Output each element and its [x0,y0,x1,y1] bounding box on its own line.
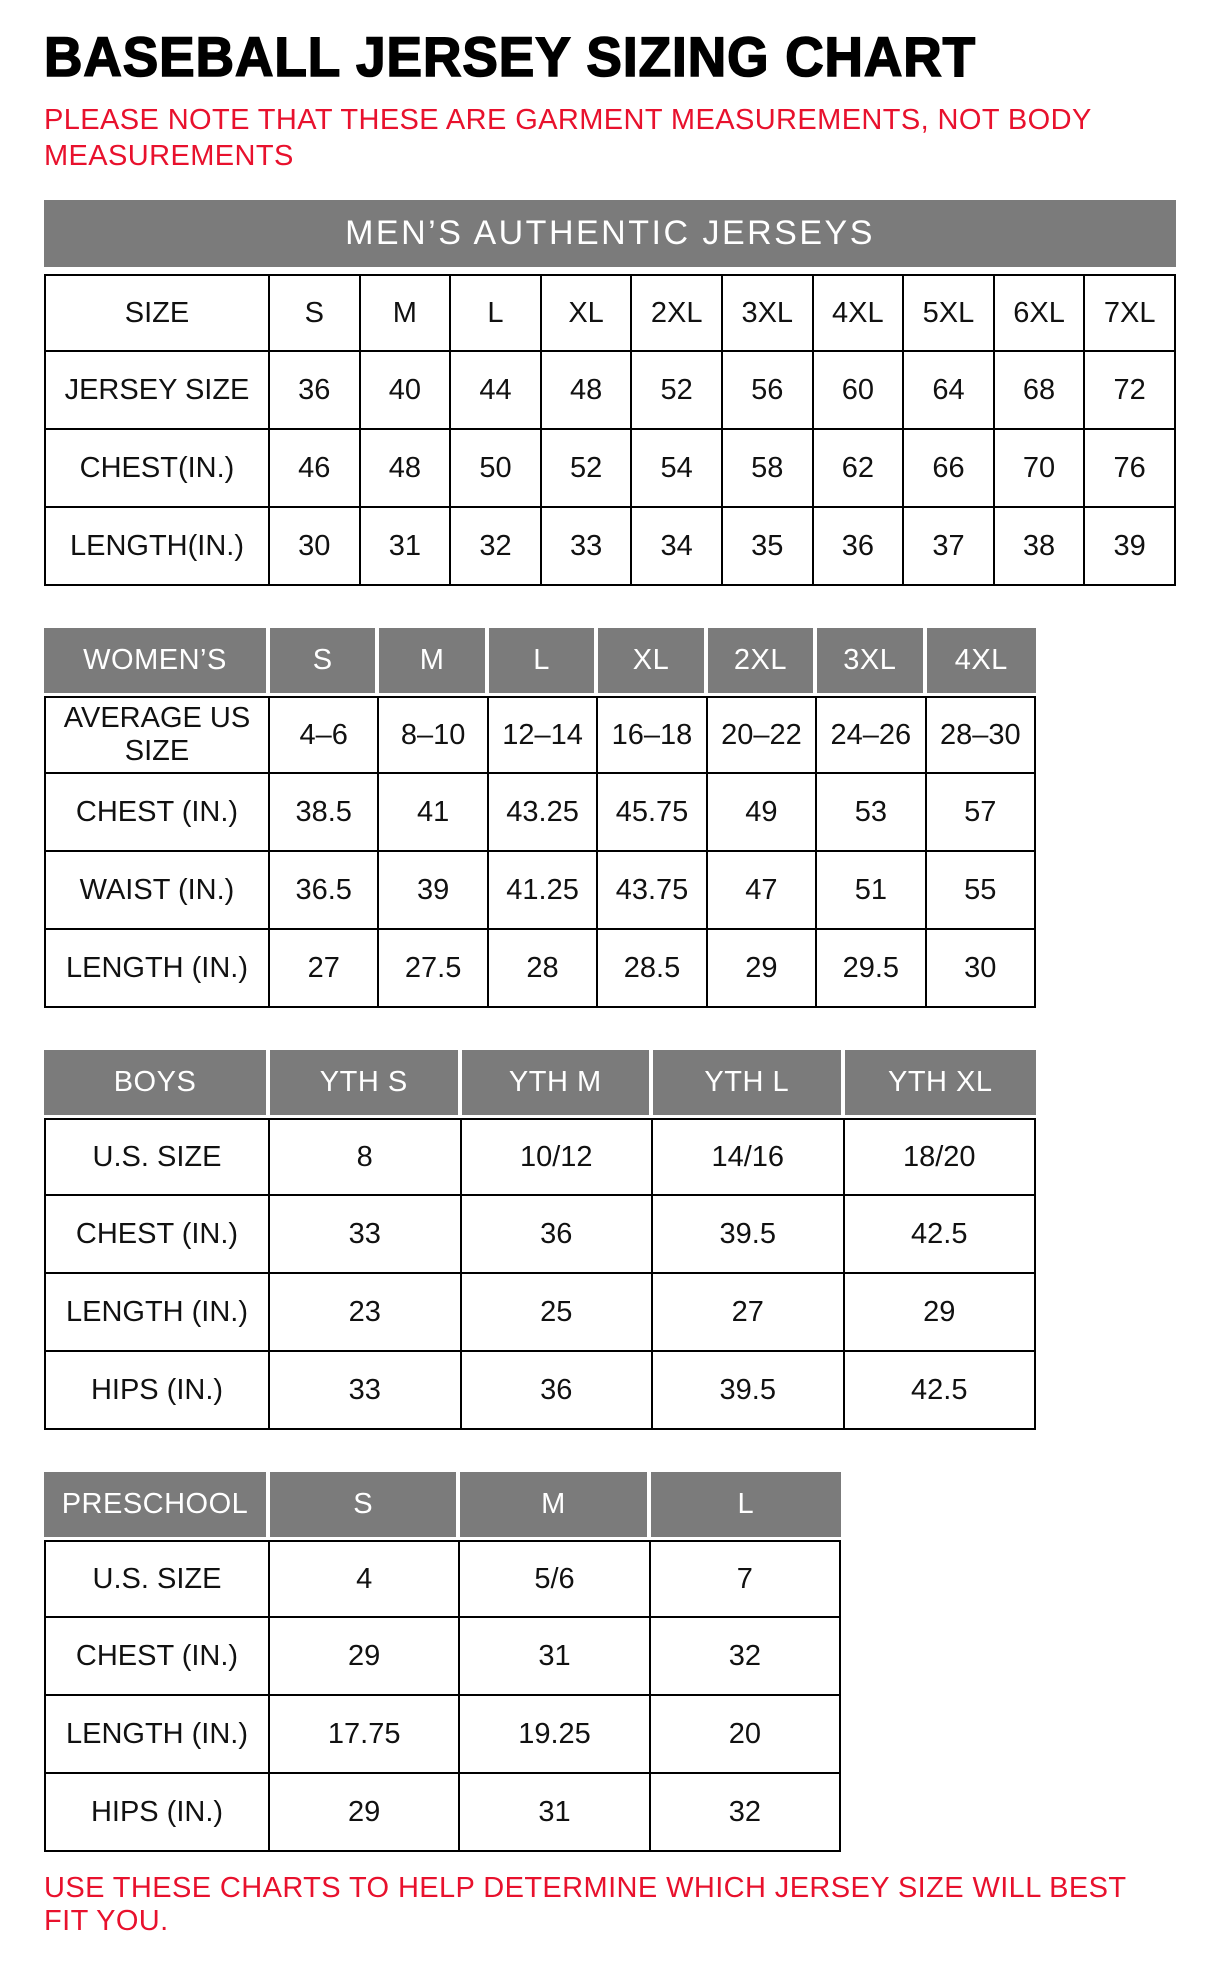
size-cell: 43.25 [489,774,598,852]
size-cell: 50 [451,430,542,508]
size-cell: 39.5 [653,1352,845,1430]
row-label: U.S. SIZE [44,1540,270,1618]
row-label: AVERAGE US SIZE [44,696,270,774]
size-cell: 25 [462,1274,654,1352]
size-cell: 5XL [904,274,995,352]
size-cell: L [451,274,542,352]
size-cell: 27 [270,930,379,1008]
size-cell: 60 [814,352,905,430]
size-cell: 53 [817,774,926,852]
size-cell: 36 [270,352,361,430]
size-cell: 19.25 [460,1696,650,1774]
table-title-cell: BOYS [44,1050,270,1118]
size-cell: 17.75 [270,1696,460,1774]
size-cell: 33 [270,1352,462,1430]
size-cell: 31 [460,1618,650,1696]
size-cell: 41 [379,774,488,852]
size-cell: 14/16 [653,1118,845,1196]
size-cell: 28–30 [927,696,1036,774]
row-label: SIZE [44,274,270,352]
size-cell: 70 [995,430,1086,508]
size-cell: XL [542,274,633,352]
column-header: YTH M [462,1050,654,1118]
size-cell: 30 [927,930,1036,1008]
size-cell: 48 [361,430,452,508]
column-header: XL [598,628,707,696]
size-cell: 34 [632,508,723,586]
size-cell: 36 [814,508,905,586]
size-cell: 28 [489,930,598,1008]
size-cell: 24–26 [817,696,926,774]
size-cell: 54 [632,430,723,508]
size-cell: 41.25 [489,852,598,930]
column-header: YTH XL [845,1050,1037,1118]
size-cell: 38.5 [270,774,379,852]
size-cell: 29 [270,1618,460,1696]
size-cell: 32 [651,1618,841,1696]
row-label: HIPS (IN.) [44,1774,270,1852]
size-cell: 8–10 [379,696,488,774]
size-cell: 68 [995,352,1086,430]
size-cell: 35 [723,508,814,586]
size-cell: 51 [817,852,926,930]
table-title-cell: WOMEN’S [44,628,270,696]
size-cell: 43.75 [598,852,707,930]
size-cell: 20–22 [708,696,817,774]
size-cell: 6XL [995,274,1086,352]
size-cell: 27 [653,1274,845,1352]
size-cell: 18/20 [845,1118,1037,1196]
size-cell: 5/6 [460,1540,650,1618]
size-cell: M [361,274,452,352]
tables-container [44,200,1176,1852]
size-cell: 39.5 [653,1196,845,1274]
size-cell: 62 [814,430,905,508]
column-header: M [379,628,488,696]
column-header: 2XL [708,628,817,696]
row-label: CHEST (IN.) [44,1196,270,1274]
table-title-cell: PRESCHOOL [44,1472,270,1540]
size-cell: 55 [927,852,1036,930]
row-label: LENGTH (IN.) [44,930,270,1008]
row-label: WAIST (IN.) [44,852,270,930]
size-cell: 7XL [1085,274,1176,352]
size-cell: 4XL [814,274,905,352]
footer-note: USE THESE CHARTS TO HELP DETERMINE WHICH JERSEY SIZE WILL BEST FIT YOU. [44,1872,1126,1938]
size-cell: 20 [651,1696,841,1774]
size-cell: 32 [651,1774,841,1852]
row-label: JERSEY SIZE [44,352,270,430]
size-cell: 4 [270,1540,460,1618]
size-cell: 38 [995,508,1086,586]
row-label: U.S. SIZE [44,1118,270,1196]
row-label: LENGTH (IN.) [44,1274,270,1352]
size-cell: 29 [270,1774,460,1852]
column-header: YTH S [270,1050,462,1118]
size-cell: 27.5 [379,930,488,1008]
size-table-preschool [44,1472,841,1852]
size-cell: 37 [904,508,995,586]
column-header: 4XL [927,628,1036,696]
row-label: LENGTH (IN.) [44,1696,270,1774]
garment-measurements-note: PLEASE NOTE THAT THESE ARE GARMENT MEASUREMENTS, NOT BODY MEASUREMENTS [44,103,1092,172]
size-cell: 52 [632,352,723,430]
size-cell: 76 [1085,430,1176,508]
size-cell: 2XL [632,274,723,352]
size-cell: 23 [270,1274,462,1352]
column-header: 3XL [817,628,926,696]
size-cell: 12–14 [489,696,598,774]
size-cell: 28.5 [598,930,707,1008]
size-cell: 29.5 [817,930,926,1008]
size-cell: 8 [270,1118,462,1196]
size-table-womens [44,628,1036,1008]
row-label: HIPS (IN.) [44,1352,270,1430]
size-cell: 31 [460,1774,650,1852]
size-cell: 40 [361,352,452,430]
size-cell: 31 [361,508,452,586]
row-label: CHEST(IN.) [44,430,270,508]
size-cell: 42.5 [845,1352,1037,1430]
size-cell: 33 [542,508,633,586]
column-header: L [489,628,598,696]
size-cell: S [270,274,361,352]
size-cell: 39 [379,852,488,930]
size-cell: 33 [270,1196,462,1274]
size-cell: 3XL [723,274,814,352]
size-cell: 56 [723,352,814,430]
size-cell: 4–6 [270,696,379,774]
size-table-boys [44,1050,1036,1430]
size-cell: 30 [270,508,361,586]
row-label: CHEST (IN.) [44,774,270,852]
size-cell: 42.5 [845,1196,1037,1274]
size-cell: 72 [1085,352,1176,430]
column-header: S [270,1472,460,1540]
size-cell: 46 [270,430,361,508]
row-label: CHEST (IN.) [44,1618,270,1696]
column-header: YTH L [653,1050,845,1118]
row-label: LENGTH(IN.) [44,508,270,586]
size-cell: 58 [723,430,814,508]
size-cell: 45.75 [598,774,707,852]
column-header: S [270,628,379,696]
size-cell: 44 [451,352,542,430]
column-header: L [651,1472,841,1540]
size-cell: 52 [542,430,633,508]
size-cell: 29 [845,1274,1037,1352]
size-cell: 29 [708,930,817,1008]
size-cell: 49 [708,774,817,852]
size-cell: 36 [462,1196,654,1274]
size-cell: 7 [651,1540,841,1618]
size-cell: 32 [451,508,542,586]
size-cell: 47 [708,852,817,930]
size-cell: 48 [542,352,633,430]
size-cell: 36.5 [270,852,379,930]
size-cell: 57 [927,774,1036,852]
size-table-mens [44,200,1176,586]
column-header: M [460,1472,650,1540]
size-cell: 39 [1085,508,1176,586]
size-cell: 10/12 [462,1118,654,1196]
size-cell: 66 [904,430,995,508]
size-cell: 36 [462,1352,654,1430]
page-title: BASEBALL JERSEY SIZING CHART [44,25,977,88]
size-cell: 16–18 [598,696,707,774]
size-cell: 64 [904,352,995,430]
table-banner: MEN’S AUTHENTIC JERSEYS [44,200,1176,274]
